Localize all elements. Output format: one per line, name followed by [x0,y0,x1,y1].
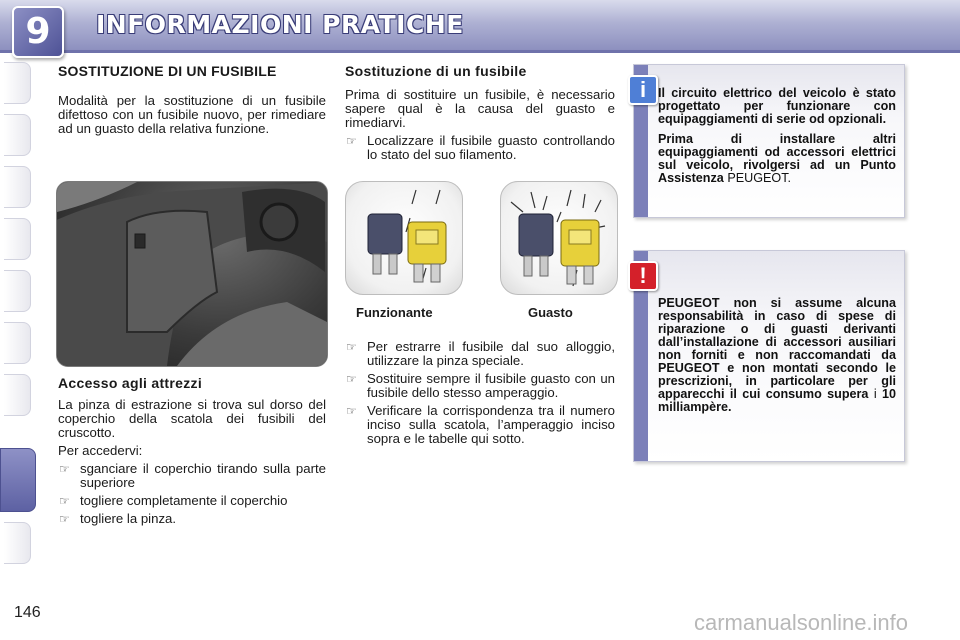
pointing-hand-icon: ☞ [59,462,70,476]
caption-blown: Guasto [528,305,573,320]
chapter-tab[interactable] [4,374,31,416]
tools-steps [58,462,326,526]
pointing-hand-icon: ☞ [346,372,357,386]
dashboard-illustration [57,182,327,366]
list-item: ☞ Sostituire sempre il fusibile guasto con un fusibile dello stesso amperaggio. [346,371,615,400]
section-title: SOSTITUZIONE DI UN FUSIBILE [58,63,277,79]
header-divider [0,50,960,53]
fuse-blown-icon [501,182,617,294]
list-item: ☞ sganciare il coperchio tirando sulla parte superiore [59,461,326,490]
list-item: ☞ togliere la pinza. [59,511,177,526]
column-1 [58,64,326,136]
tools-lead: Per accedervi: [58,443,143,458]
chapter-tab[interactable] [4,322,31,364]
replace-intro: Prima di sostituire un fusibile, è necessario sapere qual è la causa del guasto e rimediarvi. [345,87,615,130]
info-icon: i [628,75,658,105]
list-item: ☞ togliere completamente il coperchio [59,493,288,508]
fuse-blown-illustration [500,181,618,295]
info-paragraph-2: Prima di installare altri equipaggiamenti od accessori elettrici sul veicolo, rivolgersi ad un Punto Assistenza PEUGEOT. [658,132,896,185]
intro-paragraph: Modalità per la sostituzione di un fusibile difettoso con un fusibile nuovo, per rimediare ad un guasto della relativa funzione. [58,93,326,136]
info-paragraph-1: Il circuito elettrico del veicolo è stato progettato per funzionare con equipaggiamenti di serie od opzionali. [658,86,896,126]
tools-paragraph: La pinza di estrazione si trova sul dorso del coperchio della scatola dei fusibili del cruscotto. [58,397,326,440]
chapter-tab-active[interactable] [0,448,36,512]
replace-steps-bottom [345,340,615,446]
chapter-tab[interactable] [4,218,31,260]
page-title: INFORMAZIONI PRATICHE [96,10,464,39]
chapter-tab-strip [0,62,34,577]
chapter-tab[interactable] [4,166,31,208]
list-item: ☞ Per estrarre il fusibile dal suo alloggio, utilizzare la pinza speciale. [346,339,615,368]
chapter-tab[interactable] [4,114,31,156]
list-item: ☞ Localizzare il fusibile guasto controllando lo stato del suo filamento. [346,133,615,162]
pointing-hand-icon: ☞ [59,512,70,526]
caption-working: Funzionante [356,305,433,320]
fuse-ok-illustration [345,181,463,295]
replace-steps-top [345,134,615,162]
column-2 [345,64,615,162]
fuse-ok-icon [346,182,462,294]
page-number: 146 [14,604,41,621]
pointing-hand-icon: ☞ [346,340,357,354]
chapter-number-badge: 9 [12,6,64,58]
dashboard-fusebox-photo [56,181,328,367]
list-item: ☞ Verificare la corrispondenza tra il numero inciso sulla scatola, l’amperaggio inciso sopra e le tabelle qui sotto. [346,403,615,446]
warning-paragraph: PEUGEOT non si assume alcuna responsabilità in caso di spese di riparazione o di guasti derivanti dall’installazione di accessori ausiliari non forniti e non raccomandati da PEUGEOT e non montati secondo le prescrizioni, in particolare per gli apparecchi il cui consumo supera i 10 milliampère. [658,296,897,414]
column-2-bottom [345,336,615,446]
chapter-tab[interactable] [4,270,31,312]
warning-note [633,250,905,462]
tools-title: Accesso agli attrezzi [58,375,203,391]
chapter-tab[interactable] [4,522,31,564]
pointing-hand-icon: ☞ [59,494,70,508]
info-note-text [658,87,896,192]
chapter-tab[interactable] [4,62,31,104]
pointing-hand-icon: ☞ [346,404,357,418]
warning-note-text [658,297,896,421]
column-1-tools [58,376,326,526]
watermark: carmanualsonline.info [694,610,909,635]
pointing-hand-icon: ☞ [346,134,357,148]
section-subtitle: Sostituzione di un fusibile [345,63,527,79]
warning-icon: ! [628,261,658,291]
info-note [633,64,905,218]
